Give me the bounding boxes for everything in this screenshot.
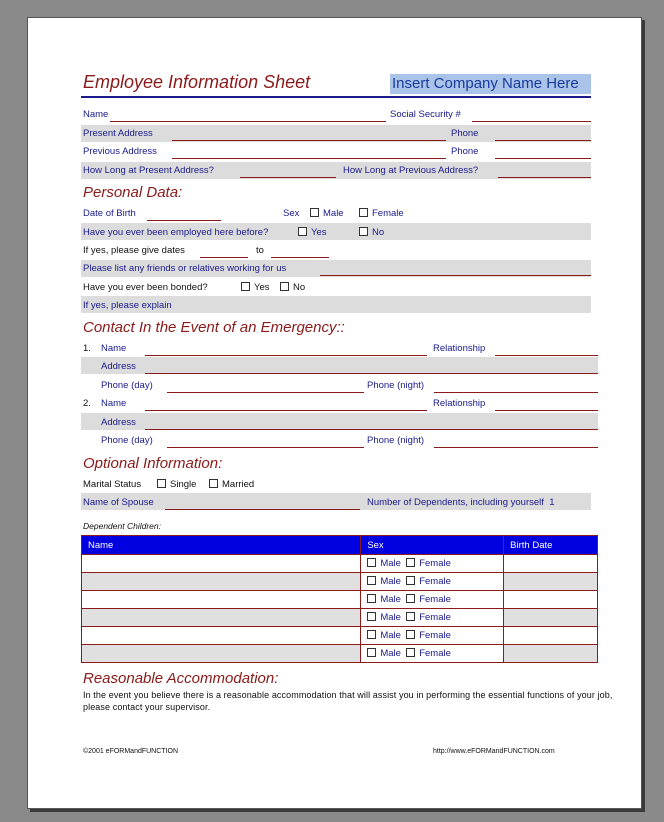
checkbox-icon xyxy=(280,282,289,291)
female-label: Female xyxy=(419,558,451,569)
dob-label: Date of Birth xyxy=(83,208,136,219)
dependent-name-cell[interactable] xyxy=(82,555,361,573)
company-name-field[interactable]: Insert Company Name Here xyxy=(390,74,591,94)
spouse-field[interactable] xyxy=(165,509,360,510)
dependent-birth-date-cell[interactable] xyxy=(504,573,598,591)
checkbox-icon xyxy=(241,282,250,291)
dependent-sex-cell xyxy=(361,591,504,609)
dependent-birth-date-cell[interactable] xyxy=(504,627,598,645)
marital-status-label: Marital Status xyxy=(83,479,142,490)
form-title: Employee Information Sheet xyxy=(83,72,311,92)
male-label: Male xyxy=(380,630,401,641)
dependent-name-cell[interactable] xyxy=(82,591,361,609)
checkbox-icon[interactable] xyxy=(406,558,415,567)
dates-to-field[interactable] xyxy=(271,257,329,258)
checkbox-icon xyxy=(157,479,166,488)
single-label: Single xyxy=(170,479,197,490)
table-row xyxy=(82,627,598,645)
dependents-label-text: Number of Dependents, including yourself xyxy=(367,497,544,508)
contact-1-phone-day-field[interactable] xyxy=(167,392,364,393)
contact-2-number: 2. xyxy=(83,398,91,409)
contact-1-relationship-field[interactable] xyxy=(495,355,598,356)
no-label: No xyxy=(293,282,306,293)
birth-date-column-header: Birth Date xyxy=(504,536,598,555)
if-yes-dates-label: If yes, please give dates xyxy=(83,245,185,256)
personal-data-heading: Personal Data: xyxy=(83,184,183,201)
female-label: Female xyxy=(419,612,451,623)
how-long-previous-label: How Long at Previous Address? xyxy=(343,165,479,176)
checkbox-icon[interactable] xyxy=(367,558,376,567)
previous-address-field[interactable] xyxy=(172,158,446,159)
employed-before-label: Have you ever been employed here before? xyxy=(83,227,269,238)
ssn-label: Social Security # xyxy=(390,109,461,120)
present-address-field[interactable] xyxy=(172,140,446,141)
checkbox-icon[interactable] xyxy=(406,648,415,657)
title-rule xyxy=(81,96,591,98)
ssn-field[interactable] xyxy=(472,121,591,122)
dependent-birth-date-cell[interactable] xyxy=(504,591,598,609)
accommodation-heading: Reasonable Accommodation: xyxy=(83,670,279,687)
dependent-name-cell[interactable] xyxy=(82,645,361,663)
contact-1-address-field[interactable] xyxy=(145,373,598,374)
contact-2-phone-day-field[interactable] xyxy=(167,447,364,448)
spouse-label: Name of Spouse xyxy=(83,497,154,508)
emergency-heading: Contact In the Event of an Emergency:: xyxy=(83,319,345,336)
table-row xyxy=(82,609,598,627)
yes-label: Yes xyxy=(254,282,270,293)
contact-1-address-label: Address xyxy=(101,361,136,372)
married-checkbox[interactable] xyxy=(209,479,254,491)
name-column-header: Name xyxy=(82,536,361,555)
checkbox-icon[interactable] xyxy=(406,612,415,621)
married-label: Married xyxy=(222,479,255,490)
checkbox-icon[interactable] xyxy=(406,576,415,585)
table-row xyxy=(82,591,598,609)
contact-2-phone-night-field[interactable] xyxy=(434,447,598,448)
dependent-children-caption: Dependent Children: xyxy=(83,521,161,531)
contact-2-phone-night-label: Phone (night) xyxy=(367,435,425,446)
row-band xyxy=(81,357,598,374)
no-label: No xyxy=(372,227,385,238)
contact-1-phone-night-field[interactable] xyxy=(434,392,598,393)
table-row xyxy=(82,573,598,591)
single-checkbox[interactable] xyxy=(157,479,196,491)
form-page xyxy=(27,17,642,809)
male-label: Male xyxy=(380,576,401,587)
footer-url[interactable]: http://www.eFORMandFUNCTION.com xyxy=(433,748,555,755)
male-label: Male xyxy=(380,612,401,623)
bonded-no-checkbox[interactable] xyxy=(280,282,305,294)
previous-phone-label: Phone xyxy=(451,146,479,157)
contact-1-phone-day-label: Phone (day) xyxy=(101,380,153,391)
contact-2-phone-day-label: Phone (day) xyxy=(101,435,153,446)
contact-2-name-label: Name xyxy=(101,398,127,409)
employed-no-checkbox[interactable] xyxy=(359,227,384,239)
if-yes-explain-label: If yes, please explain xyxy=(83,300,172,311)
name-field[interactable] xyxy=(110,121,386,122)
contact-2-name-field[interactable] xyxy=(145,410,427,411)
dependent-birth-date-cell[interactable] xyxy=(504,555,598,573)
male-label: Male xyxy=(380,558,401,569)
contact-1-name-label: Name xyxy=(101,343,127,354)
dependent-sex-cell xyxy=(361,555,504,573)
dependent-name-cell[interactable] xyxy=(82,573,361,591)
checkbox-icon xyxy=(359,208,368,217)
dependent-birth-date-cell[interactable] xyxy=(504,645,598,663)
previous-address-label: Previous Address xyxy=(83,146,157,157)
female-label: Female xyxy=(419,630,451,641)
sex-label: Sex xyxy=(283,208,300,219)
female-checkbox[interactable] xyxy=(359,208,404,220)
row-band xyxy=(81,413,598,430)
bonded-yes-checkbox[interactable] xyxy=(241,282,270,294)
dependent-birth-date-cell[interactable] xyxy=(504,609,598,627)
dependent-sex-cell xyxy=(361,573,504,591)
contact-1-number: 1. xyxy=(83,343,91,354)
accommodation-text: In the event you believe there is a reasonable accommodation that will assist you in performing the essential functions of your job, please contact your supervisor. xyxy=(83,690,613,712)
dependent-name-cell[interactable] xyxy=(82,609,361,627)
present-address-label: Present Address xyxy=(83,128,153,139)
sex-column-header: Sex xyxy=(361,536,504,555)
dependents-table xyxy=(81,535,598,663)
contact-2-relationship-label: Relationship xyxy=(433,398,486,409)
friends-field[interactable] xyxy=(320,275,591,276)
name-label: Name xyxy=(83,109,109,120)
present-phone-label: Phone xyxy=(451,128,479,139)
checkbox-icon[interactable] xyxy=(406,630,415,639)
contact-2-address-field[interactable] xyxy=(145,429,598,430)
checkbox-icon xyxy=(310,208,319,217)
contact-2-address-label: Address xyxy=(101,417,136,428)
male-label: Male xyxy=(380,594,401,605)
dependent-sex-cell xyxy=(361,627,504,645)
female-label: Female xyxy=(419,576,451,587)
checkbox-icon xyxy=(298,227,307,236)
dependent-sex-cell xyxy=(361,645,504,663)
dependent-sex-cell xyxy=(361,609,504,627)
female-label: Female xyxy=(419,648,451,659)
male-label: Male xyxy=(323,208,344,219)
table-row xyxy=(82,645,598,663)
female-label: Female xyxy=(372,208,404,219)
checkbox-icon xyxy=(209,479,218,488)
checkbox-icon[interactable] xyxy=(406,594,415,603)
how-long-present-field[interactable] xyxy=(240,177,336,178)
table-row xyxy=(82,555,598,573)
checkbox-icon[interactable] xyxy=(367,612,376,621)
dates-from-field[interactable] xyxy=(200,257,248,258)
bonded-label: Have you ever been bonded? xyxy=(83,282,208,293)
checkbox-icon xyxy=(359,227,368,236)
to-label: to xyxy=(256,245,264,256)
footer-copyright: ©2001 eFORMandFUNCTION xyxy=(83,748,179,755)
male-label: Male xyxy=(380,648,401,659)
how-long-present-label: How Long at Present Address? xyxy=(83,165,214,176)
present-phone-field[interactable] xyxy=(495,140,591,141)
checkbox-icon[interactable] xyxy=(367,594,376,603)
checkbox-icon[interactable] xyxy=(367,576,376,585)
dependents-value[interactable]: 1 xyxy=(549,497,555,508)
previous-phone-field[interactable] xyxy=(495,158,591,159)
contact-1-phone-night-label: Phone (night) xyxy=(367,380,425,391)
yes-label: Yes xyxy=(311,227,327,238)
friends-label: Please list any friends or relatives working for us xyxy=(83,263,287,274)
checkbox-icon[interactable] xyxy=(367,648,376,657)
how-long-previous-field[interactable] xyxy=(498,177,591,178)
contact-1-relationship-label: Relationship xyxy=(433,343,486,354)
dependents-label xyxy=(367,497,554,509)
dob-field[interactable] xyxy=(147,220,221,221)
optional-heading: Optional Information: xyxy=(83,455,223,472)
male-checkbox[interactable] xyxy=(310,208,344,220)
dependent-name-cell[interactable] xyxy=(82,627,361,645)
female-label: Female xyxy=(419,594,451,605)
checkbox-icon[interactable] xyxy=(367,630,376,639)
contact-2-relationship-field[interactable] xyxy=(495,410,598,411)
contact-1-name-field[interactable] xyxy=(145,355,427,356)
employed-yes-checkbox[interactable] xyxy=(298,227,327,239)
table-header-row xyxy=(82,536,598,555)
